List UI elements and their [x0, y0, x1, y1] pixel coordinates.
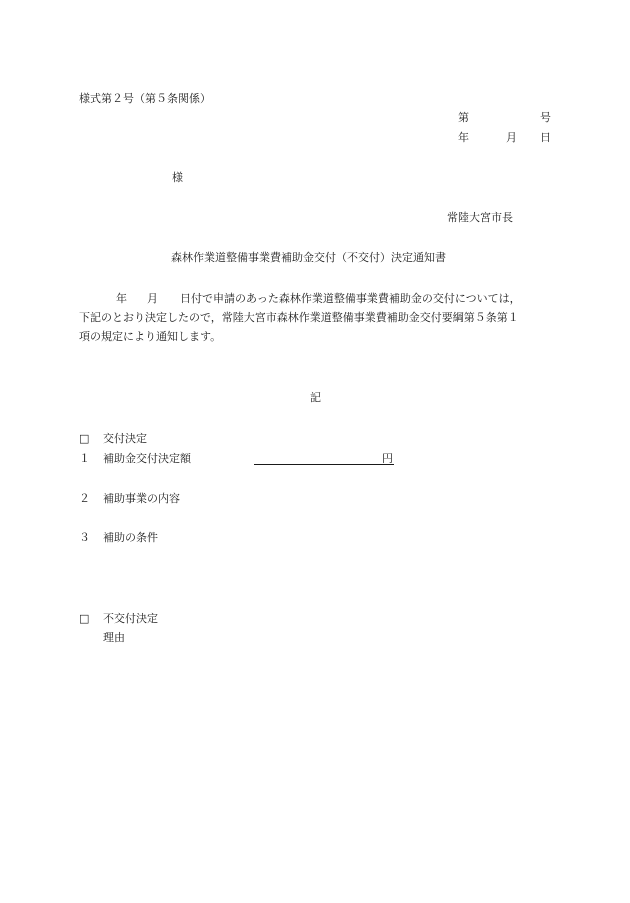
grant-checkbox[interactable]: □ — [79, 432, 90, 445]
item-3-label: 補助の条件 — [103, 531, 158, 544]
body-year-label: 年 — [116, 292, 127, 305]
body-month-label: 月 — [147, 292, 158, 305]
form-label: 様式第２号（第５条関係） — [79, 92, 211, 105]
item-1-number: １ — [79, 452, 90, 465]
document-number-prefix: 第 — [458, 111, 469, 124]
nongrant-checkbox[interactable]: □ — [79, 612, 90, 625]
reason-label: 理由 — [103, 631, 125, 644]
document-title: 森林作業道整備事業費補助金交付（不交付）決定通知書 — [171, 251, 446, 264]
item-2-label: 補助事業の内容 — [103, 492, 180, 505]
body-line-1: 日付で申請のあった森林作業道整備事業費補助金の交付については， — [180, 292, 521, 305]
item-1-label: 補助金交付決定額 — [103, 452, 191, 465]
issuer: 常陸大宮市長 — [447, 211, 513, 224]
grant-amount-field[interactable] — [254, 464, 394, 465]
document-number-suffix: 号 — [540, 111, 551, 124]
item-2-number: ２ — [79, 492, 90, 505]
body-line-2: 下記のとおり決定したので，常陸大宮市森林作業道整備事業費補助金交付要綱第５条第１ — [79, 311, 519, 324]
grant-amount-unit: 円 — [382, 452, 393, 465]
recipient-suffix: 様 — [172, 171, 183, 184]
item-3-number: ３ — [79, 531, 90, 544]
ki-heading: 記 — [310, 391, 321, 404]
date-month-label: 月 — [506, 131, 517, 144]
date-day-label: 日 — [540, 131, 551, 144]
nongrant-label: 不交付決定 — [103, 612, 158, 625]
date-year-label: 年 — [458, 131, 469, 144]
body-line-3: 項の規定により通知します。 — [79, 330, 222, 343]
grant-label: 交付決定 — [103, 432, 147, 445]
